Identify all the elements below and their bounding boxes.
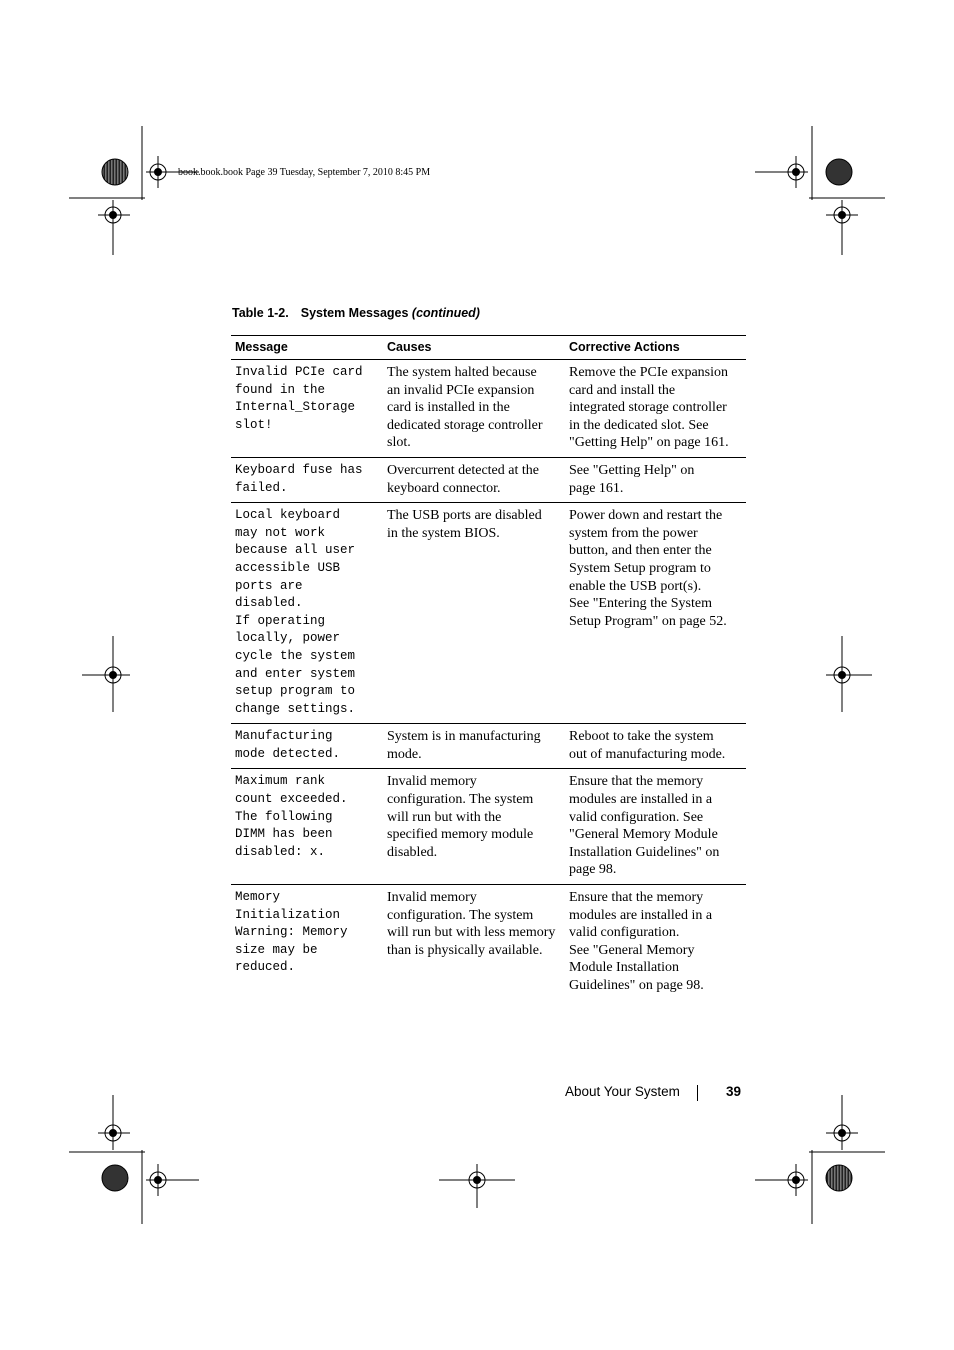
registration-target-icon	[146, 1164, 199, 1196]
table-row	[231, 769, 746, 885]
column-header-corrective-actions: Corrective Actions	[565, 336, 746, 360]
registration-target-icon	[98, 1095, 130, 1150]
footer-section-title: About Your System	[565, 1084, 680, 1099]
action-cell: See "Getting Help" on page 161.	[565, 457, 746, 502]
registration-target-icon	[98, 200, 130, 255]
system-messages-table	[231, 335, 746, 1000]
cause-cell: The system halted because an invalid PCIe expansion card is installed in the dedicated storage controller slot.	[383, 360, 565, 458]
registration-target-icon	[826, 200, 858, 255]
action-cell: Reboot to take the system out of manufacturing mode.	[565, 724, 746, 769]
star-target-icon	[102, 159, 128, 185]
table-header-row	[231, 336, 746, 360]
action-cell: Ensure that the memory modules are installed in a valid configuration. See "General Memory Module Installation Guidelines" on page 98.	[565, 769, 746, 885]
table-label: Table 1-2.	[232, 306, 289, 320]
table-row	[231, 360, 746, 458]
registration-target-icon	[439, 1164, 515, 1208]
action-cell: Power down and restart the system from the power button, and then enter the System Setup program to enable the USB port(s). See "Entering the System Setup Program" on page 52.	[565, 503, 746, 724]
message-cell: Manufacturing mode detected.	[231, 724, 383, 769]
page-number: 39	[726, 1084, 742, 1099]
cause-cell: The USB ports are disabled in the system BIOS.	[383, 503, 565, 724]
message-cell: Memory Initialization Warning: Memory size may be reduced.	[235, 890, 348, 975]
table-title: System Messages	[300, 306, 412, 320]
message-cell: Maximum rank count exceeded. The following DIMM has been disabled: x.	[231, 769, 383, 885]
action-cell: Ensure that the memory modules are installed in a valid configuration. See "General Memory Module Installation Guidelines" on page 98.	[569, 890, 713, 993]
column-header-causes: Causes	[383, 336, 565, 360]
action-cell: Remove the PCIe expansion card and install the integrated storage controller in the dedicated slot. See "Getting Help" on page 161.	[565, 360, 746, 458]
table-row	[231, 457, 746, 502]
star-target-icon	[102, 1165, 128, 1191]
print-slug-line: book.book.book Page 39 Tuesday, September 7, 2010 8:45 PM	[178, 167, 431, 178]
table-continued: (continued)	[411, 306, 480, 320]
registration-target-icon	[826, 636, 872, 712]
message-cell: Keyboard fuse has failed.	[231, 457, 383, 502]
star-target-icon	[826, 1165, 852, 1191]
registration-target-icon	[755, 1164, 808, 1196]
cause-cell: Invalid memory configuration. The system will run but with less memory than is physically available.	[387, 890, 556, 958]
cause-cell: Invalid memory configuration. The system will run but with the specified memory module disabled.	[383, 769, 565, 885]
table-row	[231, 724, 746, 769]
message-cell: Invalid PCIe card found in the Internal_Storage slot!	[231, 360, 383, 458]
registration-target-icon	[755, 156, 808, 188]
registration-target-icon	[826, 1095, 858, 1150]
table-row	[231, 885, 746, 1000]
star-target-icon	[826, 159, 852, 185]
registration-target-icon	[82, 636, 130, 712]
table-row	[231, 503, 746, 724]
cause-cell: System is in manufacturing mode.	[383, 724, 565, 769]
column-header-message: Message	[231, 336, 383, 360]
table-caption	[232, 306, 480, 320]
footer-divider	[697, 1085, 698, 1101]
message-cell: Local keyboard may not work because all user accessible USB ports are disabled. If operating locally, power cycle the system and enter system setup program to change settings.	[231, 503, 383, 724]
cause-cell: Overcurrent detected at the keyboard connector.	[383, 457, 565, 502]
